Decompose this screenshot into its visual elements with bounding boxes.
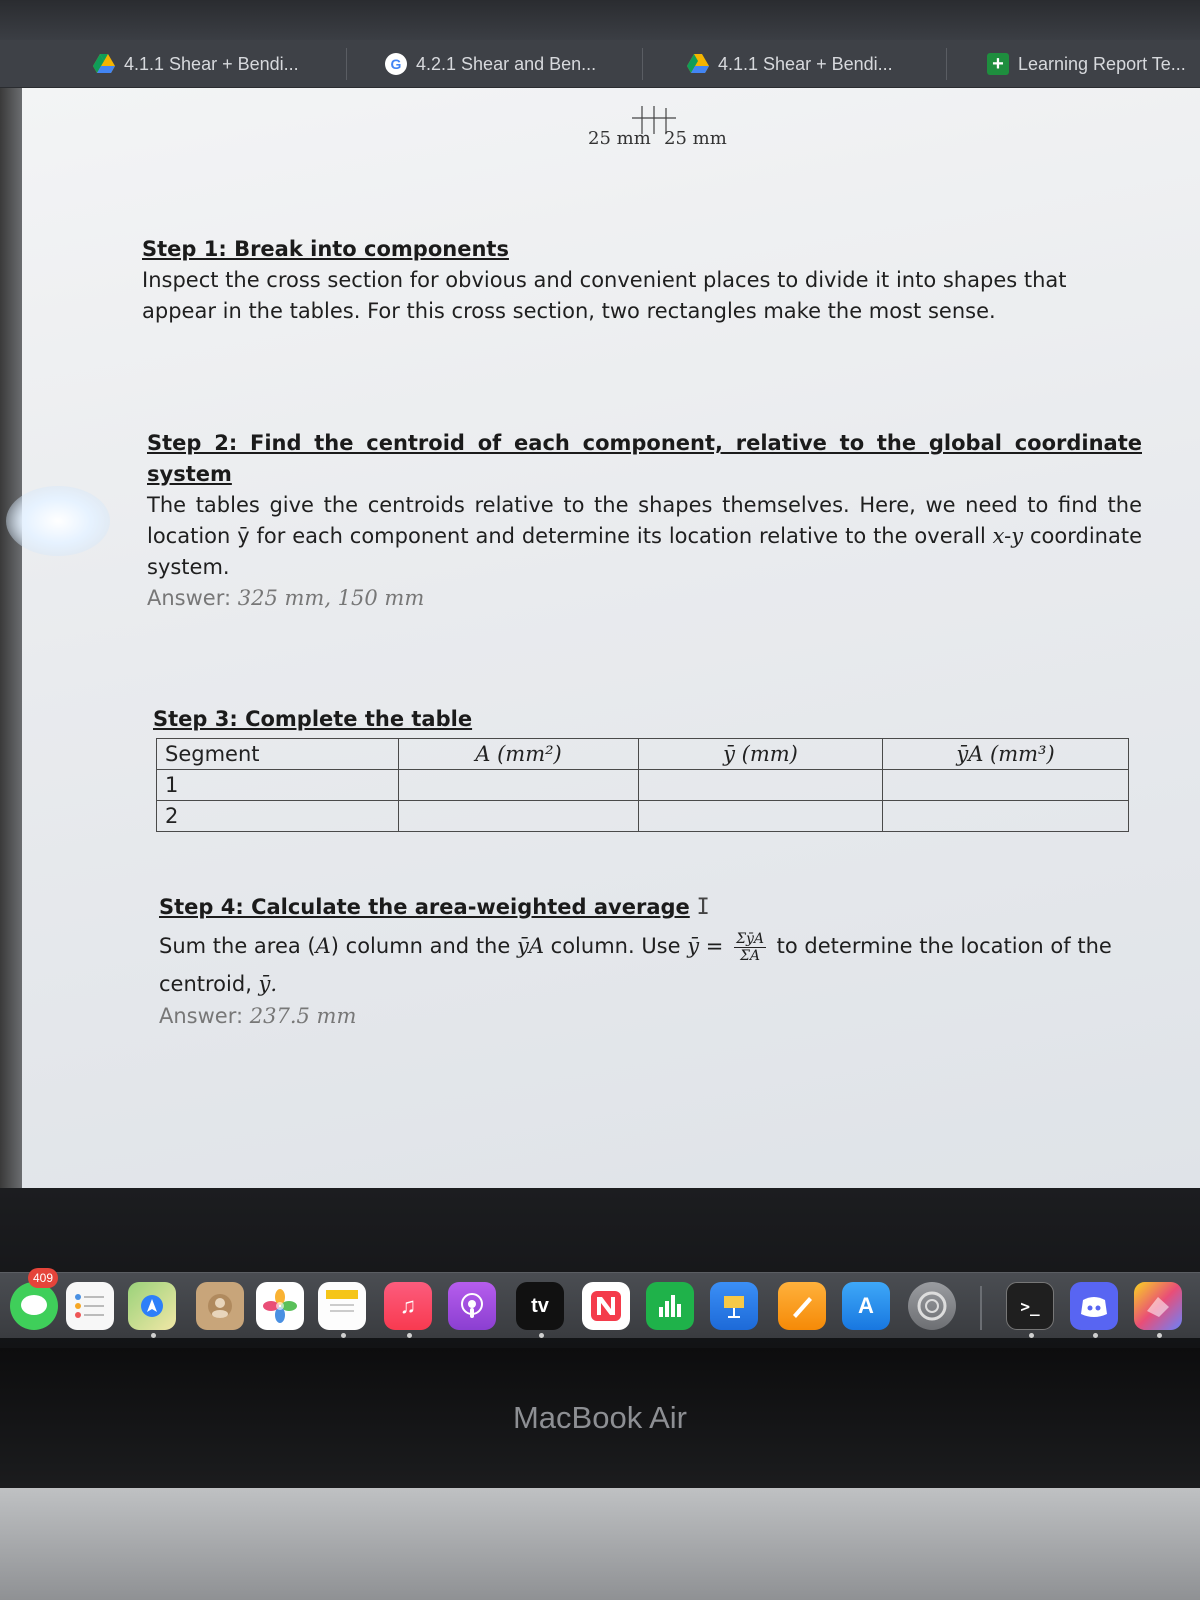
- table-cell[interactable]: [639, 801, 883, 832]
- table-header-row: [157, 739, 1129, 770]
- table-header-ybar-a: ȳA (mm³): [883, 739, 1129, 770]
- step1-section: [142, 234, 1142, 327]
- screen-glare: [6, 486, 110, 556]
- table-cell: 1: [157, 770, 399, 801]
- step4-body-part: column. Use: [543, 934, 688, 958]
- tab-label: 4.1.1 Shear + Bendi...: [718, 53, 893, 74]
- running-indicator: [151, 1333, 156, 1338]
- centroid-formula: [734, 931, 766, 964]
- system-preferences-icon[interactable]: [908, 1282, 956, 1330]
- step3-section: [153, 704, 753, 735]
- text-cursor-icon: I: [696, 895, 710, 920]
- step4-body-ybar: ȳ.: [258, 972, 278, 996]
- photos-icon[interactable]: [256, 1282, 304, 1330]
- centroid-table: [156, 738, 1129, 832]
- notification-badge: 409: [28, 1268, 58, 1288]
- reminders-icon[interactable]: [66, 1282, 114, 1330]
- apple-tv-icon[interactable]: [516, 1282, 564, 1330]
- tab-shear-bending-3[interactable]: [686, 40, 926, 88]
- tab-label: Learning Report Te...: [1018, 53, 1186, 74]
- step4-body-ya: ȳA: [516, 934, 544, 958]
- tab-learning-report[interactable]: [986, 40, 1200, 88]
- answer-label: Answer:: [147, 586, 238, 610]
- step2-section: [147, 428, 1142, 614]
- table-cell[interactable]: [883, 801, 1129, 832]
- step2-body-xy: x-y: [992, 524, 1024, 548]
- step4-body-y: ȳ: [687, 934, 700, 958]
- music-icon[interactable]: ♫: [384, 1282, 432, 1330]
- table-cell[interactable]: [399, 801, 639, 832]
- step2-body: [147, 490, 1142, 583]
- answer-value: 237.5 mm: [249, 1004, 357, 1028]
- step4-section: [159, 888, 1144, 1029]
- tab-shear-bending-1[interactable]: [92, 40, 342, 88]
- tab-divider: [346, 48, 347, 80]
- running-indicator: [1157, 1333, 1162, 1338]
- browser-tab-bar: [0, 40, 1200, 88]
- step1-body: Inspect the cross section for obvious and convenient places to divide it into shapes that appear in the tables. For this cross section, two rectangles make the most sense.: [142, 268, 1067, 323]
- step3-title: Step 3: Complete the table: [153, 707, 473, 731]
- screen-edge: [0, 88, 22, 1188]
- laptop-chassis: [0, 1488, 1200, 1600]
- dock-divider: [980, 1286, 982, 1330]
- news-icon[interactable]: [582, 1282, 630, 1330]
- notes-icon[interactable]: [318, 1282, 366, 1330]
- step2-answer: [147, 583, 1142, 614]
- step2-body-part: coordinate system.: [147, 524, 1142, 579]
- apple-tv-label: tv: [531, 1294, 549, 1317]
- maps-icon[interactable]: [128, 1282, 176, 1330]
- google-drive-icon: [686, 52, 710, 76]
- google-icon: G: [384, 52, 408, 76]
- answer-label: Answer:: [159, 1004, 250, 1028]
- pages-icon[interactable]: [778, 1282, 826, 1330]
- table-cell[interactable]: [639, 770, 883, 801]
- podcasts-icon[interactable]: [448, 1282, 496, 1330]
- step4-title: Step 4: Calculate the area-weighted average: [159, 895, 690, 919]
- answer-value: 325 mm, 150 mm: [237, 586, 425, 610]
- step2-body-part: The tables give the centroids relative to the shapes themselves. Here, we need to find the location ȳ for each component and determine its location relative to the overall: [147, 493, 1142, 548]
- dimension-right: 25 mm: [664, 128, 727, 149]
- keynote-icon[interactable]: [710, 1282, 758, 1330]
- table-cell[interactable]: [883, 770, 1129, 801]
- step4-body-part: Sum the area (: [159, 934, 316, 958]
- table-cell[interactable]: [399, 770, 639, 801]
- tab-label: 4.1.1 Shear + Bendi...: [124, 53, 299, 74]
- tab-divider: [946, 48, 947, 80]
- step1-title: Step 1: Break into components: [142, 237, 509, 261]
- formula-denominator: ΣA: [740, 947, 761, 964]
- running-indicator: [1029, 1333, 1034, 1338]
- messages-icon[interactable]: [10, 1282, 58, 1330]
- app-store-icon[interactable]: A: [842, 1282, 890, 1330]
- numbers-icon[interactable]: [646, 1282, 694, 1330]
- menu-bar-strip: [0, 0, 1200, 40]
- step4-body-part: to determine the location of the centroid,: [159, 934, 1112, 996]
- terminal-icon[interactable]: >_: [1006, 1282, 1054, 1330]
- table-cell: 2: [157, 801, 399, 832]
- google-drive-icon: [92, 52, 116, 76]
- table-row: [157, 770, 1129, 801]
- device-label: MacBook Air: [512, 1400, 687, 1435]
- contacts-icon[interactable]: [196, 1282, 244, 1330]
- formula-numerator: ΣȳA: [736, 930, 764, 947]
- table-header-ybar: ȳ (mm): [639, 739, 883, 770]
- tab-divider: [642, 48, 643, 80]
- discord-icon[interactable]: [1070, 1282, 1118, 1330]
- table-row: [157, 801, 1129, 832]
- table-header-area: A (mm²): [399, 739, 639, 770]
- running-indicator: [341, 1333, 346, 1338]
- running-indicator: [1093, 1333, 1098, 1338]
- step4-answer: [159, 1003, 1144, 1029]
- running-indicator: [407, 1333, 412, 1338]
- step4-body-part: ) column and the: [330, 934, 517, 958]
- dimension-left: 25 mm: [588, 128, 651, 149]
- step4-body: Sum the area (A) column and the ȳA column. Use ȳ = $\frac{\text{ΣȳA}}{\Sigma A}$ to determine the location of the centroid, ȳ.: [159, 930, 1112, 996]
- step4-body-a: A: [315, 934, 331, 958]
- tab-shear-bending-2[interactable]: [384, 40, 624, 88]
- step2-title: Step 2: Find the centroid of each component, relative to the global coordinate system: [147, 431, 1142, 486]
- table-header-segment: Segment: [157, 739, 399, 770]
- google-sheets-icon: +: [986, 52, 1010, 76]
- grapher-icon[interactable]: [1134, 1282, 1182, 1330]
- tab-label: 4.2.1 Shear and Ben...: [416, 53, 597, 74]
- running-indicator: [539, 1333, 544, 1338]
